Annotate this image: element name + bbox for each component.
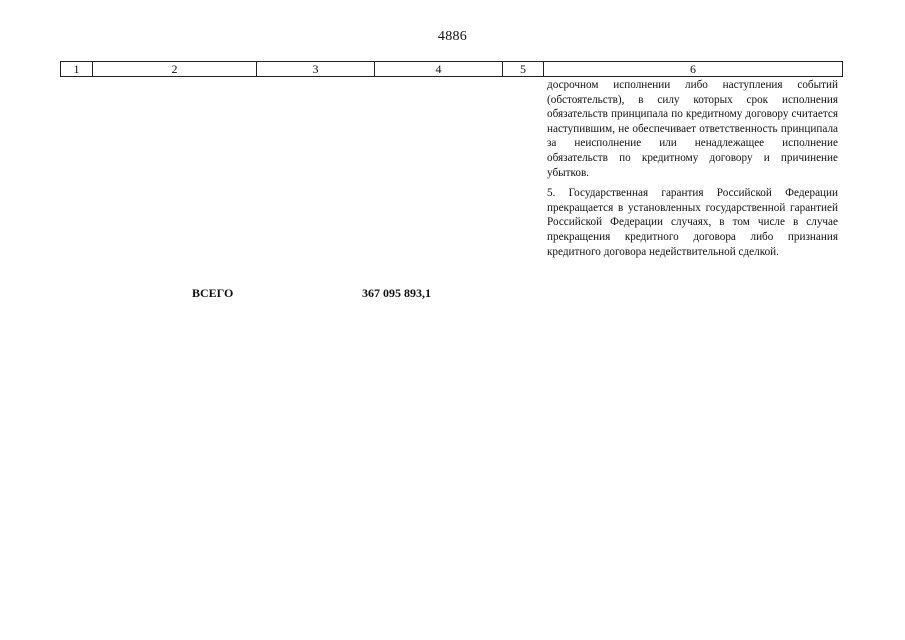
column-6-paragraph-item-5: 5. Государственная гарантия Российской Федерации прекращается в установленных государственной гарантией Российской Федерации случаях, в том числе в случае прекращения кредитного договора либо признания кредитного договора недействительной сделкой. — [547, 187, 838, 258]
column-number-6: 6 — [544, 62, 843, 77]
column-number-1: 1 — [61, 62, 93, 77]
column-6-paragraph-continuation: досрочном исполнении либо наступления событий (обстоятельств), в силу которых срок исполнения обязательств принципала по кредитному договору считается наступившим, не обеспечивает ответственность принципала за неисполнение или ненадлежащее исполнение обязательств по кредитному договору и причинение убытков. — [547, 79, 838, 179]
column-number-4: 4 — [375, 62, 503, 77]
column-number-3: 3 — [257, 62, 375, 77]
page-number: 4886 — [437, 29, 468, 44]
column-6-text — [547, 78, 838, 265]
total-label: ВСЕГО — [192, 286, 234, 300]
total-value: 367 095 893,1 — [362, 286, 431, 300]
column-number-header-row — [60, 61, 843, 77]
column-number-2: 2 — [93, 62, 257, 77]
column-number-5: 5 — [503, 62, 544, 77]
